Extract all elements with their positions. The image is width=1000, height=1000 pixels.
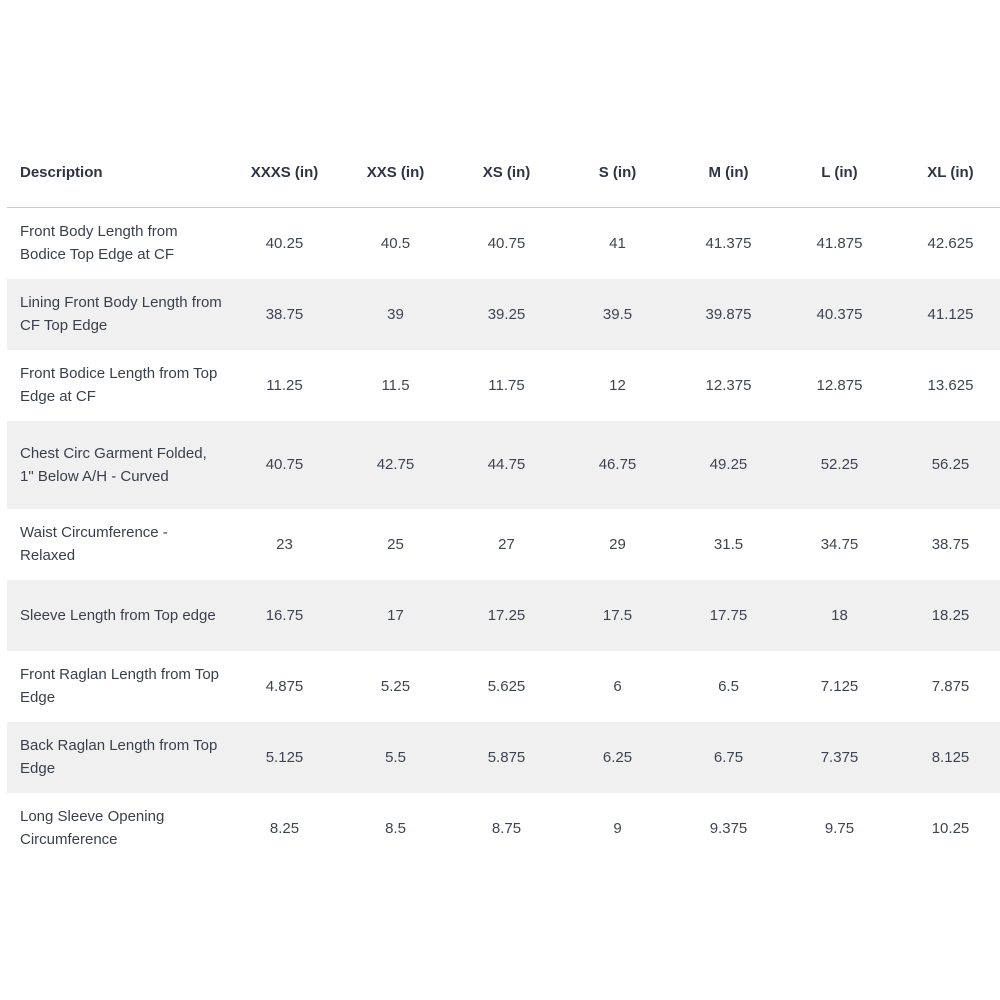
table-cell: 17.25: [451, 580, 562, 651]
row-description: Chest Circ Garment Folded, 1" Below A/H - Curved: [7, 421, 229, 509]
table-cell: 40.25: [265, 234, 304, 252]
table-cell: 39: [340, 279, 451, 350]
table-cell: 5.875: [451, 722, 562, 793]
table-cell: 18.25: [895, 580, 1000, 651]
table-cell: 31.5: [713, 535, 744, 553]
table-cell: 41.375: [705, 234, 752, 252]
table-cell: 16.75: [229, 580, 340, 651]
table-cell: 7.375: [784, 722, 895, 793]
table-cell: 6.25: [562, 722, 673, 793]
column-header-xs: XS (in): [451, 137, 562, 208]
table-cell: 29: [609, 535, 626, 553]
table-cell: 39.25: [451, 279, 562, 350]
table-cell: 39.875: [673, 279, 784, 350]
row-description: Sleeve Length from Top edge: [7, 580, 229, 651]
table-cell: 12.375: [705, 376, 752, 394]
column-header-l: L (in): [784, 137, 895, 208]
table-cell: 40.375: [784, 279, 895, 350]
table-cell: 5.5: [340, 722, 451, 793]
table-cell: 38.75: [229, 279, 340, 350]
table-row: [7, 793, 1000, 864]
column-header-xxxs: XXXS (in): [229, 137, 340, 208]
table-header-row: [7, 137, 1000, 208]
table-cell: 40.5: [380, 234, 411, 252]
table-cell: 8.25: [269, 819, 300, 837]
row-description: Back Raglan Length from Top Edge: [7, 722, 229, 793]
table-cell: 23: [276, 535, 293, 553]
table-cell: 27: [498, 535, 515, 553]
table-cell: 7.125: [820, 677, 859, 695]
table-row: [7, 651, 1000, 722]
table-cell: 11.75: [488, 376, 525, 394]
table-cell: 17.5: [562, 580, 673, 651]
row-description: Lining Front Body Length from CF Top Edge: [7, 279, 229, 350]
table-cell: 39.5: [562, 279, 673, 350]
table-cell: 52.25: [784, 421, 895, 509]
size-chart-table: [7, 137, 1000, 864]
table-cell: 40.75: [229, 421, 340, 509]
table-cell: 41.875: [816, 234, 863, 252]
table-cell: 18: [784, 580, 895, 651]
column-header-xxs: XXS (in): [340, 137, 451, 208]
row-description: Waist Circumference - Relaxed: [20, 524, 168, 564]
table-cell: 10.25: [931, 819, 970, 837]
table-cell: 41: [609, 234, 626, 252]
table-cell: 11.25: [266, 376, 303, 394]
table-cell: 7.875: [931, 677, 970, 695]
table-row: [7, 509, 1000, 580]
table-row: [7, 279, 1000, 350]
column-header-description: Description: [7, 137, 229, 208]
table-cell: 8.75: [491, 819, 522, 837]
table-cell: 38.75: [931, 535, 970, 553]
table-row: [7, 208, 1000, 279]
table-cell: 25: [387, 535, 404, 553]
table-cell: 9.75: [824, 819, 855, 837]
table-cell: 9: [613, 819, 622, 837]
table-cell: 44.75: [451, 421, 562, 509]
table-cell: 11.5: [381, 376, 410, 394]
table-cell: 8.125: [895, 722, 1000, 793]
column-header-s: S (in): [562, 137, 673, 208]
table-cell: 49.25: [673, 421, 784, 509]
column-header-xl: XL (in): [895, 137, 1000, 208]
table-cell: 5.25: [380, 677, 411, 695]
table-cell: 12: [609, 376, 626, 394]
table-cell: 56.25: [895, 421, 1000, 509]
table-cell: 12.875: [816, 376, 863, 394]
table-cell: 9.375: [709, 819, 748, 837]
table-cell: 41.125: [895, 279, 1000, 350]
table-cell: 8.5: [385, 819, 406, 837]
row-description: Long Sleeve Opening Circumference: [20, 808, 165, 848]
table-cell: 17: [340, 580, 451, 651]
row-description: Front Body Length from Bodice Top Edge at CF: [20, 223, 178, 264]
column-header-m: M (in): [673, 137, 784, 208]
row-description: Front Bodice Length from Top Edge at CF: [20, 365, 218, 405]
table-cell: 6: [613, 677, 622, 695]
table-cell: 5.625: [487, 677, 526, 695]
table-cell: 6.5: [718, 677, 739, 695]
table-cell: 4.875: [265, 677, 304, 695]
table-cell: 6.75: [673, 722, 784, 793]
table-cell: 46.75: [562, 421, 673, 509]
table-cell: 34.75: [820, 535, 859, 553]
table-cell: 42.75: [340, 421, 451, 509]
table-cell: 5.125: [229, 722, 340, 793]
table-row: [7, 350, 1000, 421]
table-row: [7, 722, 1000, 793]
table-row: [7, 580, 1000, 651]
table-cell: 17.75: [673, 580, 784, 651]
table-row: [7, 421, 1000, 509]
table-cell: 42.625: [927, 234, 974, 252]
table-cell: 13.625: [927, 376, 974, 394]
table-cell: 40.75: [487, 234, 526, 252]
row-description: Front Raglan Length from Top Edge: [20, 666, 220, 706]
